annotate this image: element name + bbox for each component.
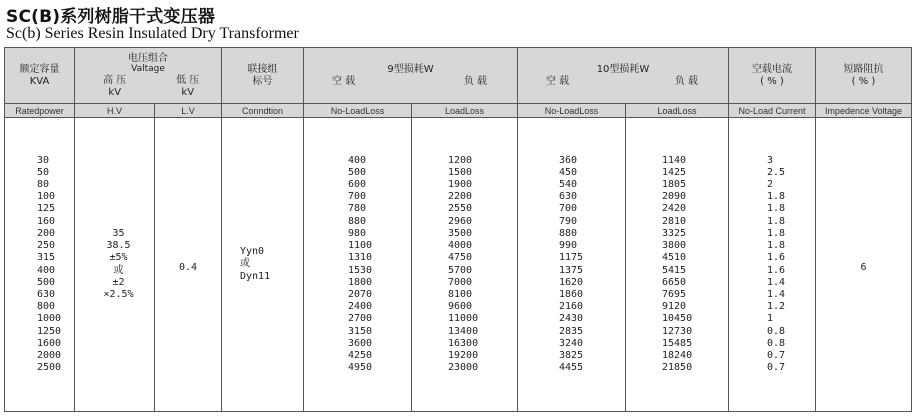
- header-voltage-group: [75, 48, 222, 104]
- hv-line: 35: [112, 227, 125, 239]
- capacity-value: 400: [37, 264, 56, 276]
- loss10-noload-value: 880: [559, 227, 578, 239]
- loss10-noload-cell: [518, 118, 626, 412]
- loss10-load-value: 3325: [662, 227, 687, 239]
- loss10-noload-value: 540: [559, 179, 578, 191]
- loss10-noload-value: 2430: [559, 313, 584, 325]
- noload-current-value: 1.8: [767, 191, 786, 203]
- capacity-value: 250: [37, 240, 56, 252]
- connection-cell: [222, 118, 304, 412]
- loss10-load-value: 1425: [662, 166, 687, 178]
- loss10-load-cell: [626, 118, 729, 412]
- loss9-load-zh: 负 载: [463, 75, 487, 87]
- noload-current-value: 3: [767, 154, 774, 166]
- loss9-load-en: LoadLoss: [412, 104, 518, 118]
- loss9-load-value: 16300: [448, 337, 479, 349]
- loss10-load-value: 1805: [662, 179, 687, 191]
- capacity-value: 800: [37, 301, 56, 313]
- loss9-noload-value: 3600: [348, 337, 373, 349]
- capacity-value: 30: [37, 154, 50, 166]
- rated-capacity-unit: KVA: [29, 75, 50, 87]
- noload-current-unit: ( % ): [760, 75, 784, 87]
- loss9-load-value: 11000: [448, 313, 479, 325]
- loss9-noload-value: 500: [348, 166, 367, 178]
- loss10-noload-value: 1620: [559, 276, 584, 288]
- capacity-value: 315: [37, 252, 56, 264]
- loss9-noload-value: 1530: [348, 264, 373, 276]
- capacity-value: 630: [37, 288, 56, 300]
- loss10-noload-value: 1175: [559, 252, 584, 264]
- capacity-value: 50: [37, 166, 50, 178]
- loss10-noload-value: 360: [559, 154, 578, 166]
- loss9-title: 9型损耗W: [387, 63, 434, 75]
- connection-zh1: 联接组: [247, 63, 278, 75]
- noload-current-zh: 空载电流: [752, 63, 792, 75]
- loss9-noload-list: [348, 155, 411, 375]
- noload-current-list: [767, 155, 815, 375]
- loss10-load-value: 2090: [662, 191, 687, 203]
- connection-list: [240, 246, 303, 283]
- capacity-value: 100: [37, 191, 56, 203]
- impedance-en: Impedence Voltage: [816, 104, 912, 118]
- loss10-load-value: 2420: [662, 203, 687, 215]
- loss9-load-value: 8100: [448, 288, 473, 300]
- loss9-noload-value: 780: [348, 203, 367, 215]
- noload-current-value: 1.4: [767, 288, 786, 300]
- noload-current-value: 1.8: [767, 203, 786, 215]
- noload-current-value: 0.7: [767, 349, 786, 361]
- loss10-noload-value: 700: [559, 203, 578, 215]
- header-row: [5, 48, 912, 104]
- hv-unit: kV: [108, 86, 122, 98]
- loss9-noload-value: 1800: [348, 276, 373, 288]
- noload-current-value: 0.7: [767, 362, 786, 374]
- lv-cell: [155, 118, 222, 412]
- loss10-load-zh: 负 载: [674, 75, 698, 87]
- capacity-cell: [5, 118, 75, 412]
- noload-current-value: 0.8: [767, 337, 786, 349]
- header-impedance: [816, 48, 912, 104]
- loss9-load-value: 5700: [448, 264, 473, 276]
- capacity-value: 1000: [37, 313, 62, 325]
- loss9-noload-zh: 空 载: [332, 75, 356, 87]
- lv-header: [154, 75, 221, 99]
- header-connection: [222, 48, 304, 104]
- loss10-noload-value: 790: [559, 215, 578, 227]
- header-loss10: [518, 48, 729, 104]
- hv-en: H.V: [75, 104, 155, 118]
- loss9-load-value: 19200: [448, 349, 479, 361]
- loss9-load-value: 2550: [448, 203, 473, 215]
- loss9-load-value: 4750: [448, 252, 473, 264]
- data-row: [5, 118, 912, 412]
- rated-capacity-zh: 额定容量: [19, 63, 60, 75]
- voltage-group-en: Valtage: [131, 63, 165, 74]
- loss10-load-value: 9120: [662, 301, 687, 313]
- loss9-load-value: 13400: [448, 325, 479, 337]
- loss10-load-value: 4510: [662, 252, 687, 264]
- loss10-load-value: 21850: [662, 362, 693, 374]
- loss10-load-value: 18240: [662, 349, 693, 361]
- loss9-load-value: 7000: [448, 276, 473, 288]
- loss10-load-value: 7695: [662, 288, 687, 300]
- loss9-load-value: 1200: [448, 154, 473, 166]
- loss10-load-value: 10450: [662, 313, 693, 325]
- loss9-noload-value: 400: [348, 154, 367, 166]
- noload-current-value: 1: [767, 313, 774, 325]
- loss10-load-value: 6650: [662, 276, 687, 288]
- impedance-value: 6: [860, 262, 867, 273]
- connection-line: Dyn11: [240, 270, 271, 282]
- hv-header: [75, 75, 154, 99]
- loss9-load-value: 4000: [448, 240, 473, 252]
- noload-current-value: 0.8: [767, 325, 786, 337]
- loss10-noload-value: 1860: [559, 288, 584, 300]
- loss10-load-en: LoadLoss: [626, 104, 729, 118]
- header-rated-capacity: [5, 48, 75, 104]
- loss9-noload-value: 4950: [348, 362, 373, 374]
- hv-line: ±5%: [109, 252, 128, 264]
- noload-current-value: 1.6: [767, 252, 786, 264]
- hv-line: 或: [113, 264, 124, 276]
- voltage-subheaders: [75, 75, 221, 99]
- loss9-load-value: 9600: [448, 301, 473, 313]
- loss9-noload-cell: [304, 118, 412, 412]
- loss9-noload-value: 2700: [348, 313, 373, 325]
- connection-zh2: 标号: [252, 75, 273, 87]
- connection-line: 或: [240, 258, 250, 270]
- loss9-noload-value: 600: [348, 179, 367, 191]
- loss9-load-cell: [412, 118, 518, 412]
- hv-line: ×2.5%: [103, 288, 134, 300]
- noload-current-value: 1.4: [767, 276, 786, 288]
- loss10-noload-en: No-LoadLoss: [518, 104, 626, 118]
- noload-current-value: 1.8: [767, 227, 786, 239]
- lv-en: L.V: [155, 104, 222, 118]
- loss9-load-value: 3500: [448, 227, 473, 239]
- loss9-noload-value: 980: [348, 227, 367, 239]
- header-en-row: [5, 104, 912, 118]
- loss9-noload-value: 1310: [348, 252, 373, 264]
- page-subtitle: Sc(b) Series Resin Insulated Dry Transformer: [6, 25, 299, 42]
- loss9-load-value: 23000: [448, 362, 479, 374]
- lv-unit: kV: [181, 86, 195, 98]
- noload-current-value: 1.6: [767, 264, 786, 276]
- loss10-noload-value: 2160: [559, 301, 584, 313]
- hv-cell: [75, 118, 155, 412]
- loss10-noload-value: 2835: [559, 325, 584, 337]
- loss9-noload-value: 2400: [348, 301, 373, 313]
- connection-en: Conndtion: [222, 104, 304, 118]
- capacity-value: 1600: [37, 337, 62, 349]
- loss9-noload-value: 2070: [348, 288, 373, 300]
- hv-line: 38.5: [106, 240, 131, 252]
- voltage-group-zh: 电压组合: [128, 52, 168, 64]
- loss9-noload-value: 4250: [348, 349, 373, 361]
- loss10-load-value: 2810: [662, 215, 687, 227]
- noload-current-value: 2: [767, 179, 774, 191]
- loss10-title: 10型损耗W: [596, 63, 650, 75]
- noload-current-value: 1.8: [767, 215, 786, 227]
- loss10-noload-zh: 空 载: [546, 75, 570, 87]
- loss10-load-value: 1140: [662, 154, 687, 166]
- loss9-noload-en: No-LoadLoss: [304, 104, 412, 118]
- header-noload-current: [729, 48, 816, 104]
- loss9-noload-value: 3150: [348, 325, 373, 337]
- loss9-noload-value: 880: [348, 215, 367, 227]
- loss9-load-value: 1500: [448, 166, 473, 178]
- noload-current-cell: [729, 118, 816, 412]
- loss9-load-list: [448, 155, 517, 375]
- loss10-noload-value: 3240: [559, 337, 584, 349]
- impedance-unit: ( % ): [851, 75, 876, 87]
- page-title: SC(B)系列树脂干式变压器: [6, 7, 216, 27]
- lv-value: 0.4: [178, 262, 198, 273]
- rated-capacity-en: Ratedpower: [5, 104, 75, 118]
- loss10-noload-list: [559, 155, 625, 375]
- loss10-subheaders: [518, 76, 728, 88]
- loss10-load-value: 3800: [662, 240, 687, 252]
- capacity-value: 500: [37, 276, 56, 288]
- loss10-load-value: 5415: [662, 264, 687, 276]
- loss10-noload-value: 450: [559, 166, 578, 178]
- noload-current-value: 1.2: [767, 301, 786, 313]
- impedance-zh: 短路阻抗: [843, 63, 884, 75]
- loss10-load-value: 15485: [662, 337, 693, 349]
- loss9-load-value: 2960: [448, 215, 473, 227]
- lv-zh: 低 压: [176, 74, 200, 86]
- impedance-cell: [816, 118, 912, 412]
- capacity-value: 125: [37, 203, 56, 215]
- loss9-subheaders: [304, 76, 517, 88]
- loss10-noload-value: 630: [559, 191, 578, 203]
- capacity-value: 200: [37, 227, 56, 239]
- hv-line: ±2: [112, 276, 125, 288]
- hv-zh: 高 压: [103, 74, 127, 86]
- capacity-list: [37, 155, 74, 375]
- loss9-load-value: 1900: [448, 179, 473, 191]
- capacity-value: 1250: [37, 325, 62, 337]
- capacity-value: 2500: [37, 362, 62, 374]
- loss10-noload-value: 4455: [559, 362, 584, 374]
- spec-table: [4, 47, 912, 412]
- loss9-load-value: 2200: [448, 191, 473, 203]
- loss10-noload-value: 3825: [559, 349, 584, 361]
- capacity-value: 2000: [37, 349, 62, 361]
- loss10-noload-value: 990: [559, 240, 578, 252]
- loss10-load-list: [662, 155, 728, 375]
- hv-list: [75, 228, 154, 301]
- loss10-noload-value: 1375: [559, 264, 584, 276]
- loss10-load-value: 12730: [662, 325, 693, 337]
- capacity-value: 80: [37, 179, 50, 191]
- header-loss9: [304, 48, 518, 104]
- capacity-value: 160: [37, 215, 56, 227]
- loss9-noload-value: 1100: [348, 240, 373, 252]
- loss9-noload-value: 700: [348, 191, 367, 203]
- noload-current-en: No-Load Current: [729, 104, 816, 118]
- connection-line: Yyn0: [240, 246, 265, 258]
- noload-current-value: 2.5: [767, 166, 786, 178]
- noload-current-value: 1.8: [767, 240, 786, 252]
